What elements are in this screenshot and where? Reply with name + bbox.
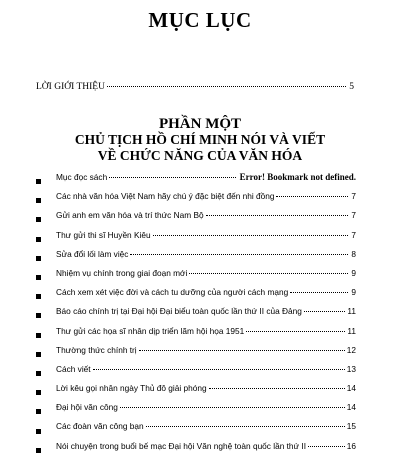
part-subtitle-line1: CHỦ TỊCH HỒ CHÍ MINH NÓI VÀ VIẾT [74, 132, 326, 147]
page-title: MỤC LỤC [148, 8, 252, 32]
dot-leader [109, 177, 235, 178]
dot-leader [139, 350, 345, 351]
toc-entry-label: Sửa đổi lối làm việc [56, 248, 129, 259]
bullet-icon [36, 256, 41, 261]
dot-leader [120, 407, 345, 408]
toc-entry[interactable] [36, 249, 356, 268]
toc-page-number: 7 [351, 229, 356, 240]
bullet-icon [36, 294, 41, 299]
toc-entry-label: Thường thức chính trị [56, 344, 137, 355]
toc-entry-label: Nói chuyện trong buổi bế mạc Đại hội Văn nghệ toàn quốc lần thứ II [56, 440, 307, 451]
toc-page-number: 9 [351, 287, 356, 298]
toc-entry-label: Mục đọc sách [56, 172, 108, 182]
toc-entry-label: Các đoàn văn công bạn [56, 421, 144, 432]
dot-leader [93, 369, 345, 370]
toc-entry[interactable] [36, 421, 356, 440]
toc-entry-label: Nhiệm vụ chính trong giai đoạn mới [56, 267, 188, 278]
dot-leader [290, 292, 348, 293]
toc-entry[interactable] [36, 383, 356, 402]
bullet-icon [36, 217, 41, 222]
toc-entry-label: Thư gửi các họa sĩ nhân dịp triển lãm hội họa 1951 [56, 325, 245, 336]
toc-entry[interactable] [36, 345, 356, 364]
part-heading [0, 116, 400, 164]
toc-page-number: 5 [349, 82, 354, 92]
dot-leader [146, 426, 345, 427]
dot-leader [130, 254, 348, 255]
toc-entry[interactable] [36, 172, 356, 191]
toc-page-number: 11 [347, 306, 356, 317]
part-title: PHẦN MỘT [158, 116, 242, 132]
toc-entry[interactable] [36, 402, 356, 421]
dot-leader [246, 331, 345, 332]
bookmark-error-text: Error! Bookmark not defined. [239, 172, 356, 182]
toc-page-number: 13 [346, 363, 356, 374]
toc-entry-label: Lời kêu gọi nhân ngày Thủ đô giải phóng [56, 383, 207, 394]
bullet-icon [36, 429, 41, 434]
bullet-icon [36, 198, 41, 203]
bullet-icon [36, 390, 41, 395]
toc-list [36, 172, 356, 460]
toc-entry-label: Báo cáo chính trị tại Đại hội Đại biểu toàn quốc lần thứ II của Đảng [56, 306, 302, 317]
dot-leader [189, 273, 348, 274]
toc-entry-label: Đại hội văn công [56, 402, 118, 413]
toc-entry-label: Thư gửi thi sĩ Huyền Kiêu [56, 229, 151, 240]
toc-entry-label: Các nhà văn hóa Việt Nam hãy chú ý đặc biệt đến nhi đồng [56, 191, 275, 202]
toc-page-number: 11 [347, 325, 356, 336]
bullet-icon [36, 352, 41, 357]
bullet-icon [36, 313, 41, 318]
bullet-icon [36, 237, 41, 242]
toc-entry-label: Cách viết [56, 363, 91, 374]
bullet-icon [36, 179, 41, 184]
toc-entry[interactable] [36, 364, 356, 383]
part-subtitle-line2: VỀ CHỨC NĂNG CỦA VĂN HÓA [97, 148, 303, 163]
toc-page-number: 14 [346, 402, 356, 413]
dot-leader [308, 446, 345, 447]
toc-entry-label: LỜI GIỚI THIỆU [36, 82, 105, 92]
dot-leader [209, 388, 345, 389]
toc-entry[interactable] [36, 210, 356, 229]
toc-page-number: 16 [346, 440, 356, 451]
dot-leader [107, 86, 346, 87]
dot-leader [206, 215, 348, 216]
toc-page-number: 9 [351, 267, 356, 278]
toc-entry-label: Gửi anh em văn hóa và trí thức Nam Bộ [56, 210, 204, 221]
toc-entry-label: Cách xem xét việc đời và cách tu dưỡng của người cách mạng [56, 287, 289, 298]
toc-page-number: 8 [351, 248, 356, 259]
toc-page-number: 14 [346, 383, 356, 394]
bullet-icon [36, 409, 41, 414]
toc-entry[interactable] [36, 230, 356, 249]
toc-entry[interactable] [36, 287, 356, 306]
toc-entry[interactable] [36, 191, 356, 210]
dot-leader [276, 196, 348, 197]
toc-entry[interactable] [36, 326, 356, 345]
toc-page-number: 7 [351, 191, 356, 202]
bullet-icon [36, 448, 41, 453]
toc-page-number: 15 [346, 421, 356, 432]
bullet-icon [36, 275, 41, 280]
toc-entry[interactable] [36, 268, 356, 287]
toc-entry[interactable] [36, 306, 356, 325]
toc-page-number: 7 [351, 210, 356, 221]
toc-entry[interactable] [36, 441, 356, 460]
bullet-icon [36, 333, 41, 338]
bullet-icon [36, 371, 41, 376]
dot-leader [153, 235, 348, 236]
toc-page-number: 12 [346, 344, 356, 355]
dot-leader [304, 311, 346, 312]
toc-entry-intro[interactable] [36, 82, 354, 92]
